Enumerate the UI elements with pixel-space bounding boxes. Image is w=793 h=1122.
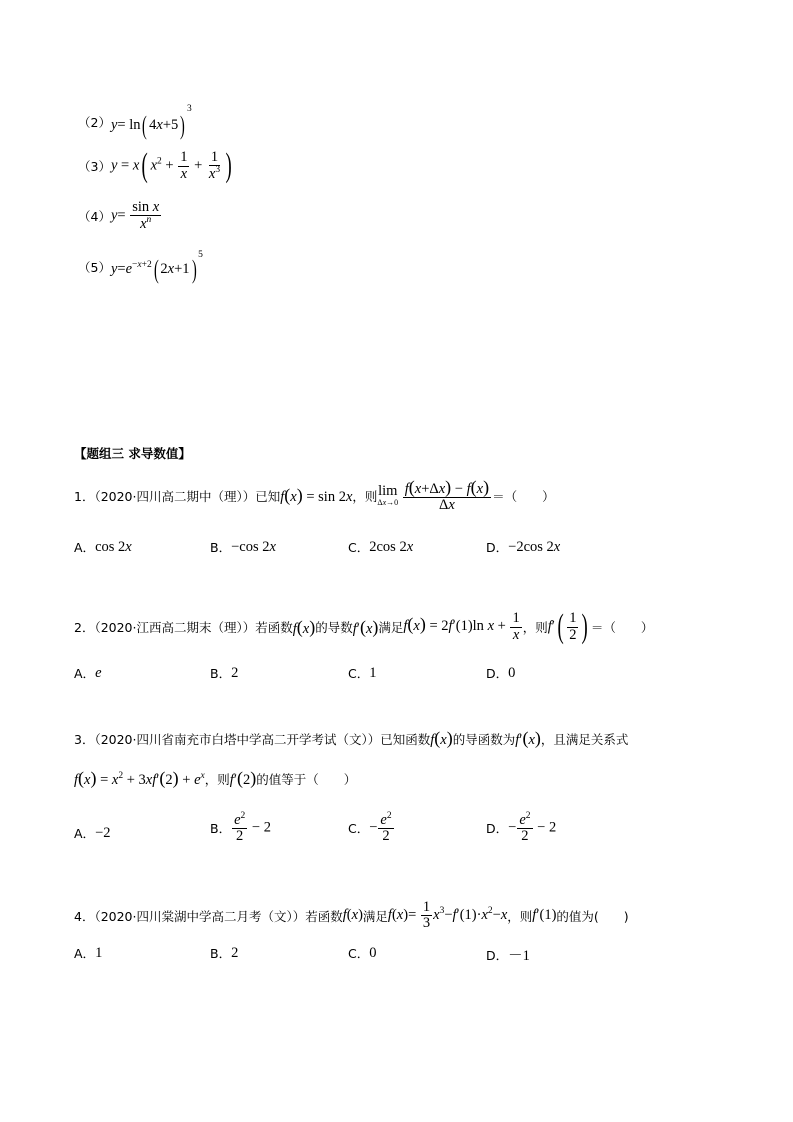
option-b: B． $\frac{e^2}{2}$ − 2	[210, 811, 271, 845]
formula: $y=e^{-x+2}$( 2x+1) $^5$	[110, 250, 203, 284]
item-number: （3）	[78, 159, 111, 174]
option-d: D． − $\frac{e^2}{2}$ − 2	[486, 811, 557, 845]
item-number: （5）	[78, 260, 111, 276]
option-d: D． −2cos 2x	[486, 538, 561, 555]
option-c: C． − $\frac{e^2}{2}$	[348, 811, 392, 845]
formula: y = x( $x^2$ + $\frac{1}{x}$ + $\frac{1}{x^3}$ )	[110, 147, 232, 184]
item-number: （2）	[78, 115, 111, 131]
item-3	[78, 147, 234, 185]
option-a: A． 1	[74, 944, 103, 961]
question-3: 3．（2020·四川省南充市白塔中学高二开学考试（文））已知函数 f(x) 的导函数为 f′(x) ，且满足关系式	[74, 728, 629, 748]
options-q3	[74, 812, 674, 856]
option-b: B． 2	[210, 944, 239, 961]
formula: f(x) = sin 2x	[280, 485, 353, 506]
question-1: 1．（2020·四川高二期中（理））已知 f(x) = sin 2x ，则 lim Δx→0 $\frac{f(x+\Delta x) - f(x)}{\Delta x}$ ＝（ ）	[74, 477, 555, 514]
option-c: C． 2cos 2x	[348, 538, 414, 555]
item-5	[78, 250, 203, 285]
limit-formula: lim Δx→0 $\frac{f(x+\Delta x) - f(x)}{\Delta x}$	[377, 477, 490, 514]
option-b: B． 2	[210, 664, 239, 681]
option-d: D． －1	[486, 947, 530, 964]
item-4	[78, 200, 162, 232]
option-c: C． 0	[348, 944, 377, 961]
formula: y= $\frac{\text{sin x}}{x^n}$	[110, 199, 160, 233]
formula: y= ln( 4x+5)$^3$	[110, 104, 192, 140]
item-number: （4）	[78, 209, 111, 225]
question-4: 4．（2020·四川棠湖中学高二月考（文））若函数 f(x) 满足 f(x)= $\frac{1}{3}$ $x^3-f'(1)\cdot x^2-x$ ，则 f′(1) 的值为( )	[74, 899, 629, 932]
option-a: A． cos 2x	[74, 538, 132, 555]
question-stem: 1．（2020·四川高二期中（理））已知	[74, 488, 281, 504]
option-d: D． 0	[486, 664, 516, 681]
option-a: A． −2	[74, 824, 111, 841]
option-a: A． e	[74, 664, 102, 681]
item-2	[78, 104, 192, 141]
option-c: C． 1	[348, 664, 377, 681]
question-3-line2: $f(x) = x^2 + 3xf'(2) + e^x$ ，则 f′(2) 的值等于（ ）	[74, 768, 357, 788]
question-2: 2．（2020·江西高二期末（理））若函数 f(x) 的导数 f′(x) 满足 f(x) = 2f′(1)ln x + $\frac{1}{x}$ ，则 f′( $\frac{1}{2}$ ) ＝（ ）	[74, 608, 654, 645]
section-heading: 【题组三 求导数值】	[74, 446, 191, 461]
option-b: B． −cos 2x	[210, 538, 276, 555]
